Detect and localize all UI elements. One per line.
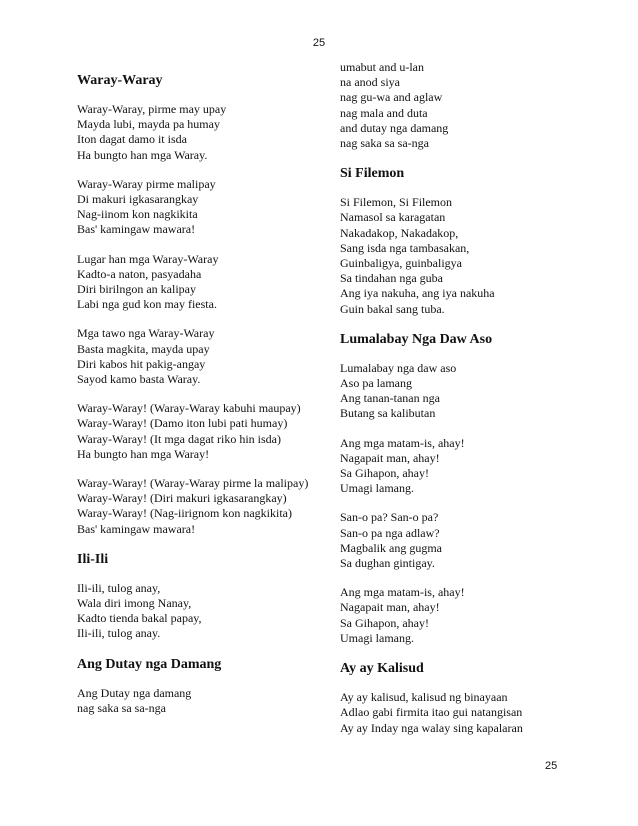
page-number-top: 25 <box>312 37 326 49</box>
stanza <box>77 476 317 537</box>
lyric-line: Sa dughan gintigay. <box>340 556 435 571</box>
lyric-line: Waray-Waray! (Diri makuri igkasarangkay) <box>77 491 287 506</box>
lyric-line: Sayod kamo basta Waray. <box>77 372 201 387</box>
lyric-line: Butang sa kalibutan <box>340 406 436 421</box>
lyric-line: Waray-Waray! (It mga dagat riko hin isda) <box>77 431 281 446</box>
lyric-line: Mayda lubi, mayda pa humay <box>77 117 220 132</box>
lyric-line: Ha bungto han mga Waray! <box>77 446 210 461</box>
lyric-line: Ay ay kalisud, kalisud ng binayaan <box>340 690 508 705</box>
stanza <box>77 401 317 462</box>
lyric-line: Waray-Waray pirme malipay <box>77 176 216 191</box>
lyric-line: San-o pa nga adlaw? <box>340 525 440 540</box>
stanza <box>340 510 580 571</box>
lyric-line: Kadto tienda bakal papay, <box>77 611 202 626</box>
lyric-line: Bas' kamingaw mawara! <box>77 521 196 536</box>
stanza <box>340 585 580 646</box>
lyric-line: nag gu-wa and aglaw <box>340 90 443 105</box>
lyric-line: Namasol sa karagatan <box>340 210 446 225</box>
lyric-line: Waray-Waray, pirme may upay <box>77 102 227 116</box>
lyric-line: nag saka sa sa-nga <box>77 700 166 715</box>
lyric-line: Nakadakop, Nakadakop, <box>340 225 459 240</box>
lyric-line: Nagapait man, ahay! <box>340 450 440 465</box>
stanza <box>340 436 580 497</box>
lyric-line: umabut and u-lan <box>340 60 424 74</box>
lyric-line: Mga tawo nga Waray-Waray <box>77 326 215 341</box>
song-title-ay-ay-kalisud: Ay ay Kalisud <box>340 661 424 677</box>
lyric-line: Sang isda nga tambasakan, <box>340 240 470 255</box>
lyric-line: Sa tindahan nga guba <box>340 271 443 286</box>
stanza <box>340 60 580 151</box>
stanza <box>77 326 317 387</box>
lyric-line: Ang tanan-tanan nga <box>340 391 440 406</box>
lyric-line: Guin bakal sang tuba. <box>340 301 445 316</box>
lyric-line: Di makuri igkasarangkay <box>77 192 199 207</box>
lyric-line: Ang mga matam-is, ahay! <box>340 435 465 450</box>
lyric-line: Lugar han mga Waray-Waray <box>77 251 219 266</box>
lyric-line: Sa Gihapon, ahay! <box>340 466 429 481</box>
stanza <box>77 252 317 313</box>
lyric-line: Wala diri imong Nanay, <box>77 596 192 611</box>
lyric-line: Waray-Waray! (Waray-Waray kabuhi maupay) <box>77 401 301 416</box>
song-title-ang-dutay-nga-damang: Ang Dutay nga Damang <box>77 656 222 672</box>
song-title-si-filemon: Si Filemon <box>340 166 405 182</box>
stanza <box>340 195 580 317</box>
lyric-line: Adlao gabi firmita itao gui natangisan <box>340 705 523 720</box>
lyric-line: Ili-ili, tulog anay. <box>77 626 161 641</box>
lyric-line: Lumalabay nga daw aso <box>340 360 457 375</box>
lyric-line: Umagi lamang. <box>340 481 414 496</box>
stanza <box>77 177 317 238</box>
lyric-line: Ha bungto han mga Waray. <box>77 147 208 162</box>
lyric-line: Nag-iinom kon nagkikita <box>77 207 198 222</box>
lyric-line: Basta magkita, mayda upay <box>77 341 210 356</box>
right-column <box>340 60 580 750</box>
lyric-line: Ang Dutay nga damang <box>77 685 192 700</box>
song-title-ili-ili: Ili-Ili <box>77 551 109 567</box>
lyric-line: San-o pa? San-o pa? <box>340 510 439 525</box>
lyric-line: Aso pa lamang <box>340 376 412 391</box>
stanza <box>340 361 580 422</box>
lyric-line: na anod siya <box>340 75 400 90</box>
lyric-line: Nagapait man, ahay! <box>340 600 440 615</box>
lyric-line: nag mala and duta <box>340 105 428 120</box>
left-column <box>77 72 317 730</box>
lyric-line: Magbalik ang gugma <box>340 540 442 555</box>
stanza <box>77 581 317 642</box>
page-number-bottom: 25 <box>545 760 558 772</box>
stanza <box>340 690 580 736</box>
lyric-line: Sa Gihapon, ahay! <box>340 615 429 630</box>
stanza <box>77 686 317 716</box>
lyric-line: Ang mga matam-is, ahay! <box>340 585 465 600</box>
lyric-line: Diri kabos hit pakig-angay <box>77 356 206 371</box>
lyric-line: Bas' kamingaw mawara! <box>77 222 196 237</box>
lyric-line: Si Filemon, Si Filemon <box>340 195 453 210</box>
song-title-lumalabay-nga-daw-aso: Lumalabay Nga Daw Aso <box>340 331 493 347</box>
lyric-line: Waray-Waray! (Waray-Waray pirme la malipay) <box>77 476 309 491</box>
lyric-line: Umagi lamang. <box>340 630 414 645</box>
lyric-line: Diri birilngon an kalipay <box>77 282 196 297</box>
lyric-line: Labi nga gud kon may fiesta. <box>77 297 217 312</box>
lyric-line: Ili-ili, tulog anay, <box>77 580 161 595</box>
lyric-line: Ang iya nakuha, ang iya nakuha <box>340 286 495 301</box>
lyric-line: Guinbaligya, guinbaligya <box>340 256 462 271</box>
lyric-line: nag saka sa sa-nga <box>340 136 429 151</box>
lyric-line: Kadto-a naton, pasyadaha <box>77 266 202 281</box>
lyric-line: Ay ay Inday nga walay sing kapalaran <box>340 720 523 735</box>
lyric-line: Waray-Waray! (Nag-iirignom kon nagkikita) <box>77 506 292 521</box>
lyric-line: and dutay nga damang <box>340 120 449 135</box>
stanza <box>77 102 317 163</box>
lyric-line: Waray-Waray! (Damo iton lubi pati humay) <box>77 416 288 431</box>
lyric-line: Iton dagat damo it isda <box>77 132 187 147</box>
song-title-waray-waray: Waray-Waray <box>77 73 163 88</box>
